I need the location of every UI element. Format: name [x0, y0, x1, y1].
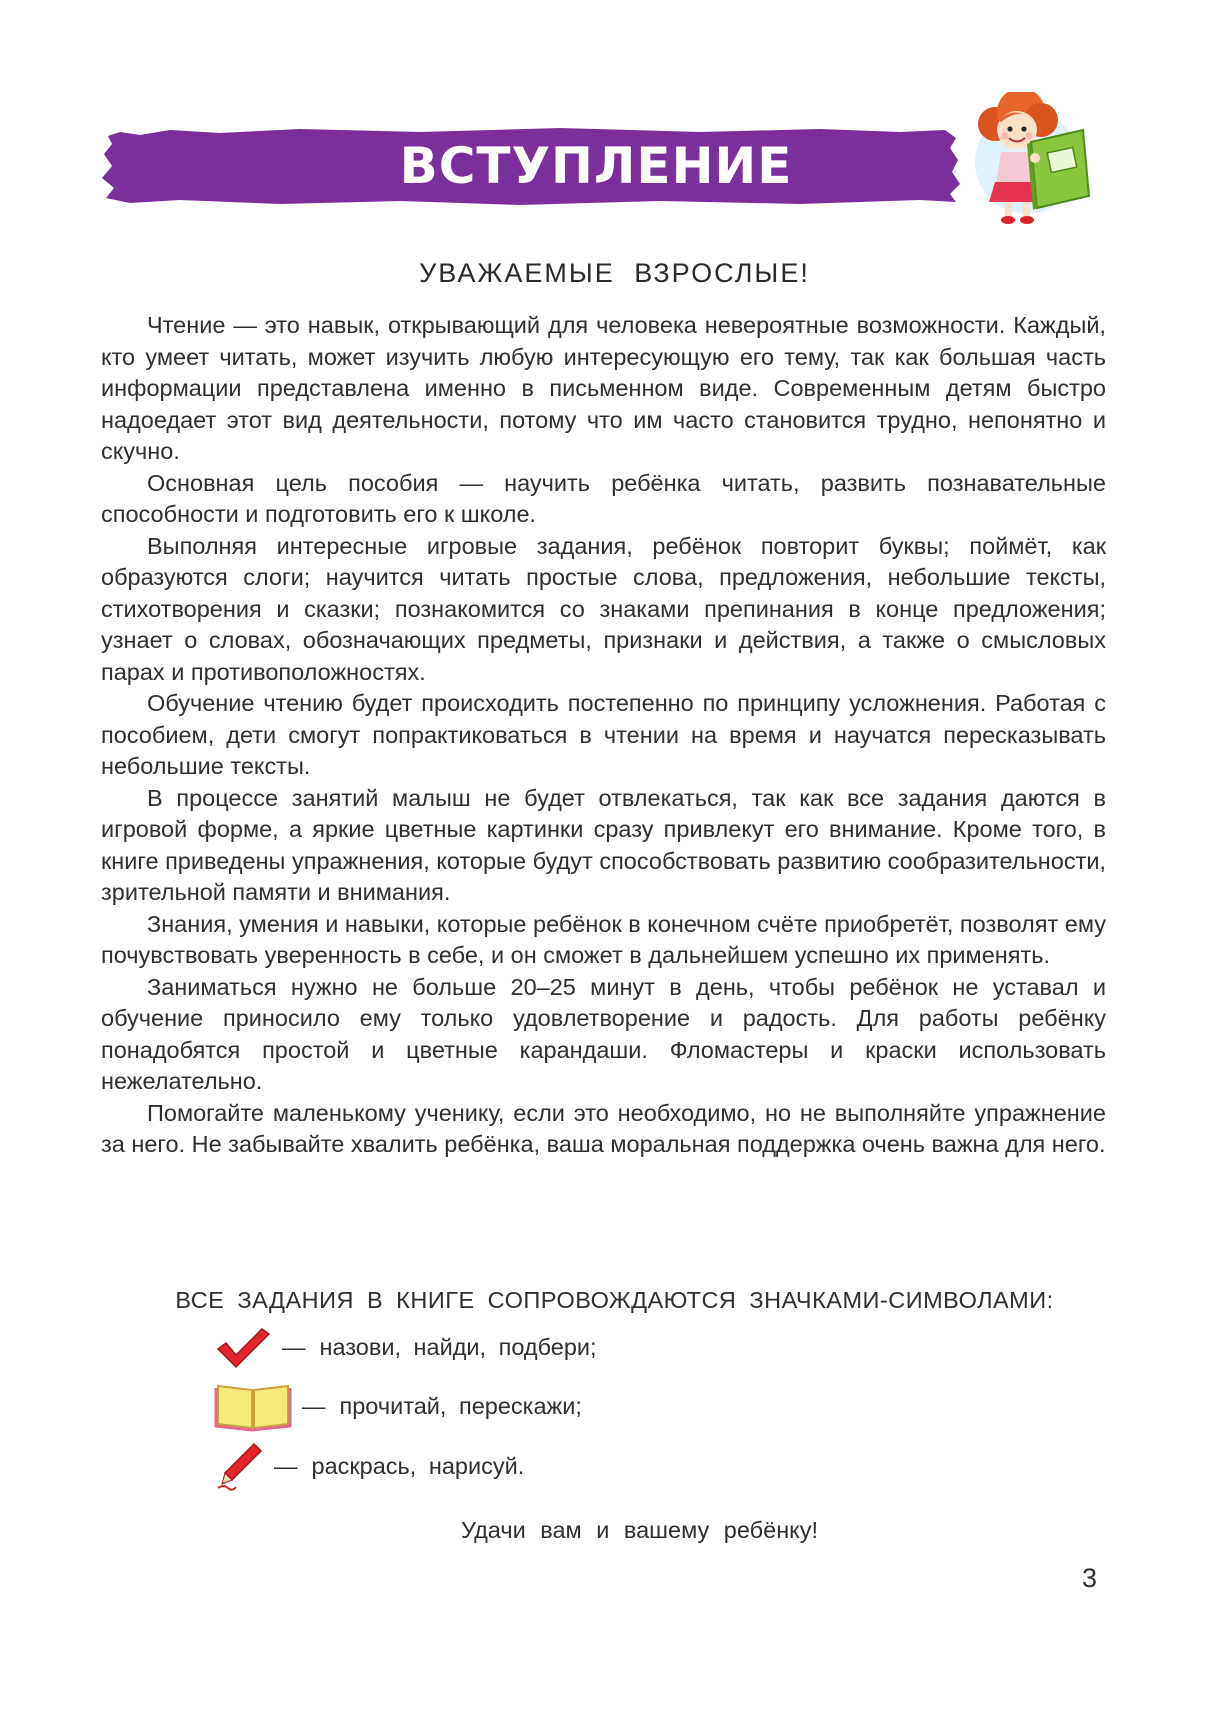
- page-title: ВСТУПЛЕНИЕ: [399, 137, 793, 195]
- closing-wish: Удачи вам и вашему ребёнку!: [460, 1517, 818, 1543]
- checkmark-icon: [214, 1325, 272, 1369]
- open-book-icon: [214, 1380, 292, 1432]
- legend-item-book: [214, 1380, 582, 1432]
- legend-item-checkmark: [214, 1325, 597, 1369]
- legend-text: прочитай, перескажи;: [339, 1392, 582, 1419]
- paragraph: Обучение чтению будет происходить постепенно по принципу усложнения. Работая с пособием, дети смогут попрактиковаться в чтении на время и научатся пересказывать небольшие тексты.: [101, 690, 1106, 779]
- legend-dash: —: [302, 1392, 326, 1419]
- paragraph: Помогайте маленькому ученику, если это необходимо, но не выполняйте упражнение за него. Не забывайте хвалить ребёнка, ваша моральная поддержка очень важна для него.: [101, 1099, 1106, 1157]
- intro-text: [101, 310, 1106, 1161]
- paragraph: Основная цель пособия — научить ребёнка читать, развить познавательные способности и подготовить его к школе.: [101, 469, 1106, 527]
- paragraph: Выполняя интересные игровые задания, ребёнок повторит буквы; поймёт, как образуются слоги; научится читать простые слова, предложения, небольшие тексты, стихотворения и сказки; познакомится со знаками препинания в конце предложения; узнает о словах, обозначающих предметы, признаки и действия, а также о смысловых парах и противоположностях.: [101, 532, 1106, 685]
- paragraph: Заниматься нужно не больше 20–25 минут в день, чтобы ребёнок не уставал и обучение приносило ему только удовлетворение и радость. Для работы ребёнку понадобятся простой и цветные карандаши. Фломастеры и краски использовать нежелательно.: [101, 973, 1106, 1094]
- paragraph: Знания, умения и навыки, которые ребёнок в конечном счёте приобретёт, позволят ему почувствовать уверенность в себе, и он сможет в дальнейшем успешно их применять.: [101, 910, 1106, 968]
- pencil-icon: [214, 1440, 264, 1492]
- paragraph: В процессе занятий малыш не будет отвлекаться, так как все задания даются в игровой форме, а яркие цветные картинки сразу привлекут его внимание. Кроме того, в книге приведены упражнения, которые будут способствовать развитию сообразительности, зрительной памяти и внимания.: [101, 784, 1106, 905]
- paragraph: Чтение — это навык, открывающий для человека невероятные возможности. Каждый, кто умеет читать, может изучить любую интересующую его тему, так как большая часть информации представлена именно в письменном виде. Современным детям быстро надоедает этот вид деятельности, потому что им часто становится трудно, непонятно и скучно.: [101, 312, 1106, 464]
- legend-text: раскрась, нарисуй.: [311, 1452, 525, 1479]
- greeting-heading: УВАЖАЕМЫЕ ВЗРОСЛЫЕ!: [419, 258, 810, 288]
- symbols-heading: ВСЕ ЗАДАНИЯ В КНИГЕ СОПРОВОЖДАЮТСЯ ЗНАЧКАМИ-СИМВОЛАМИ:: [175, 1287, 1054, 1313]
- legend-dash: —: [274, 1452, 298, 1479]
- header-banner: [100, 126, 962, 206]
- girl-with-book-illustration: [955, 92, 1105, 227]
- page-number: 3: [1082, 1563, 1098, 1593]
- legend-dash: —: [282, 1333, 306, 1360]
- legend-item-pencil: [214, 1440, 524, 1492]
- legend-text: назови, найди, подбери;: [319, 1333, 597, 1360]
